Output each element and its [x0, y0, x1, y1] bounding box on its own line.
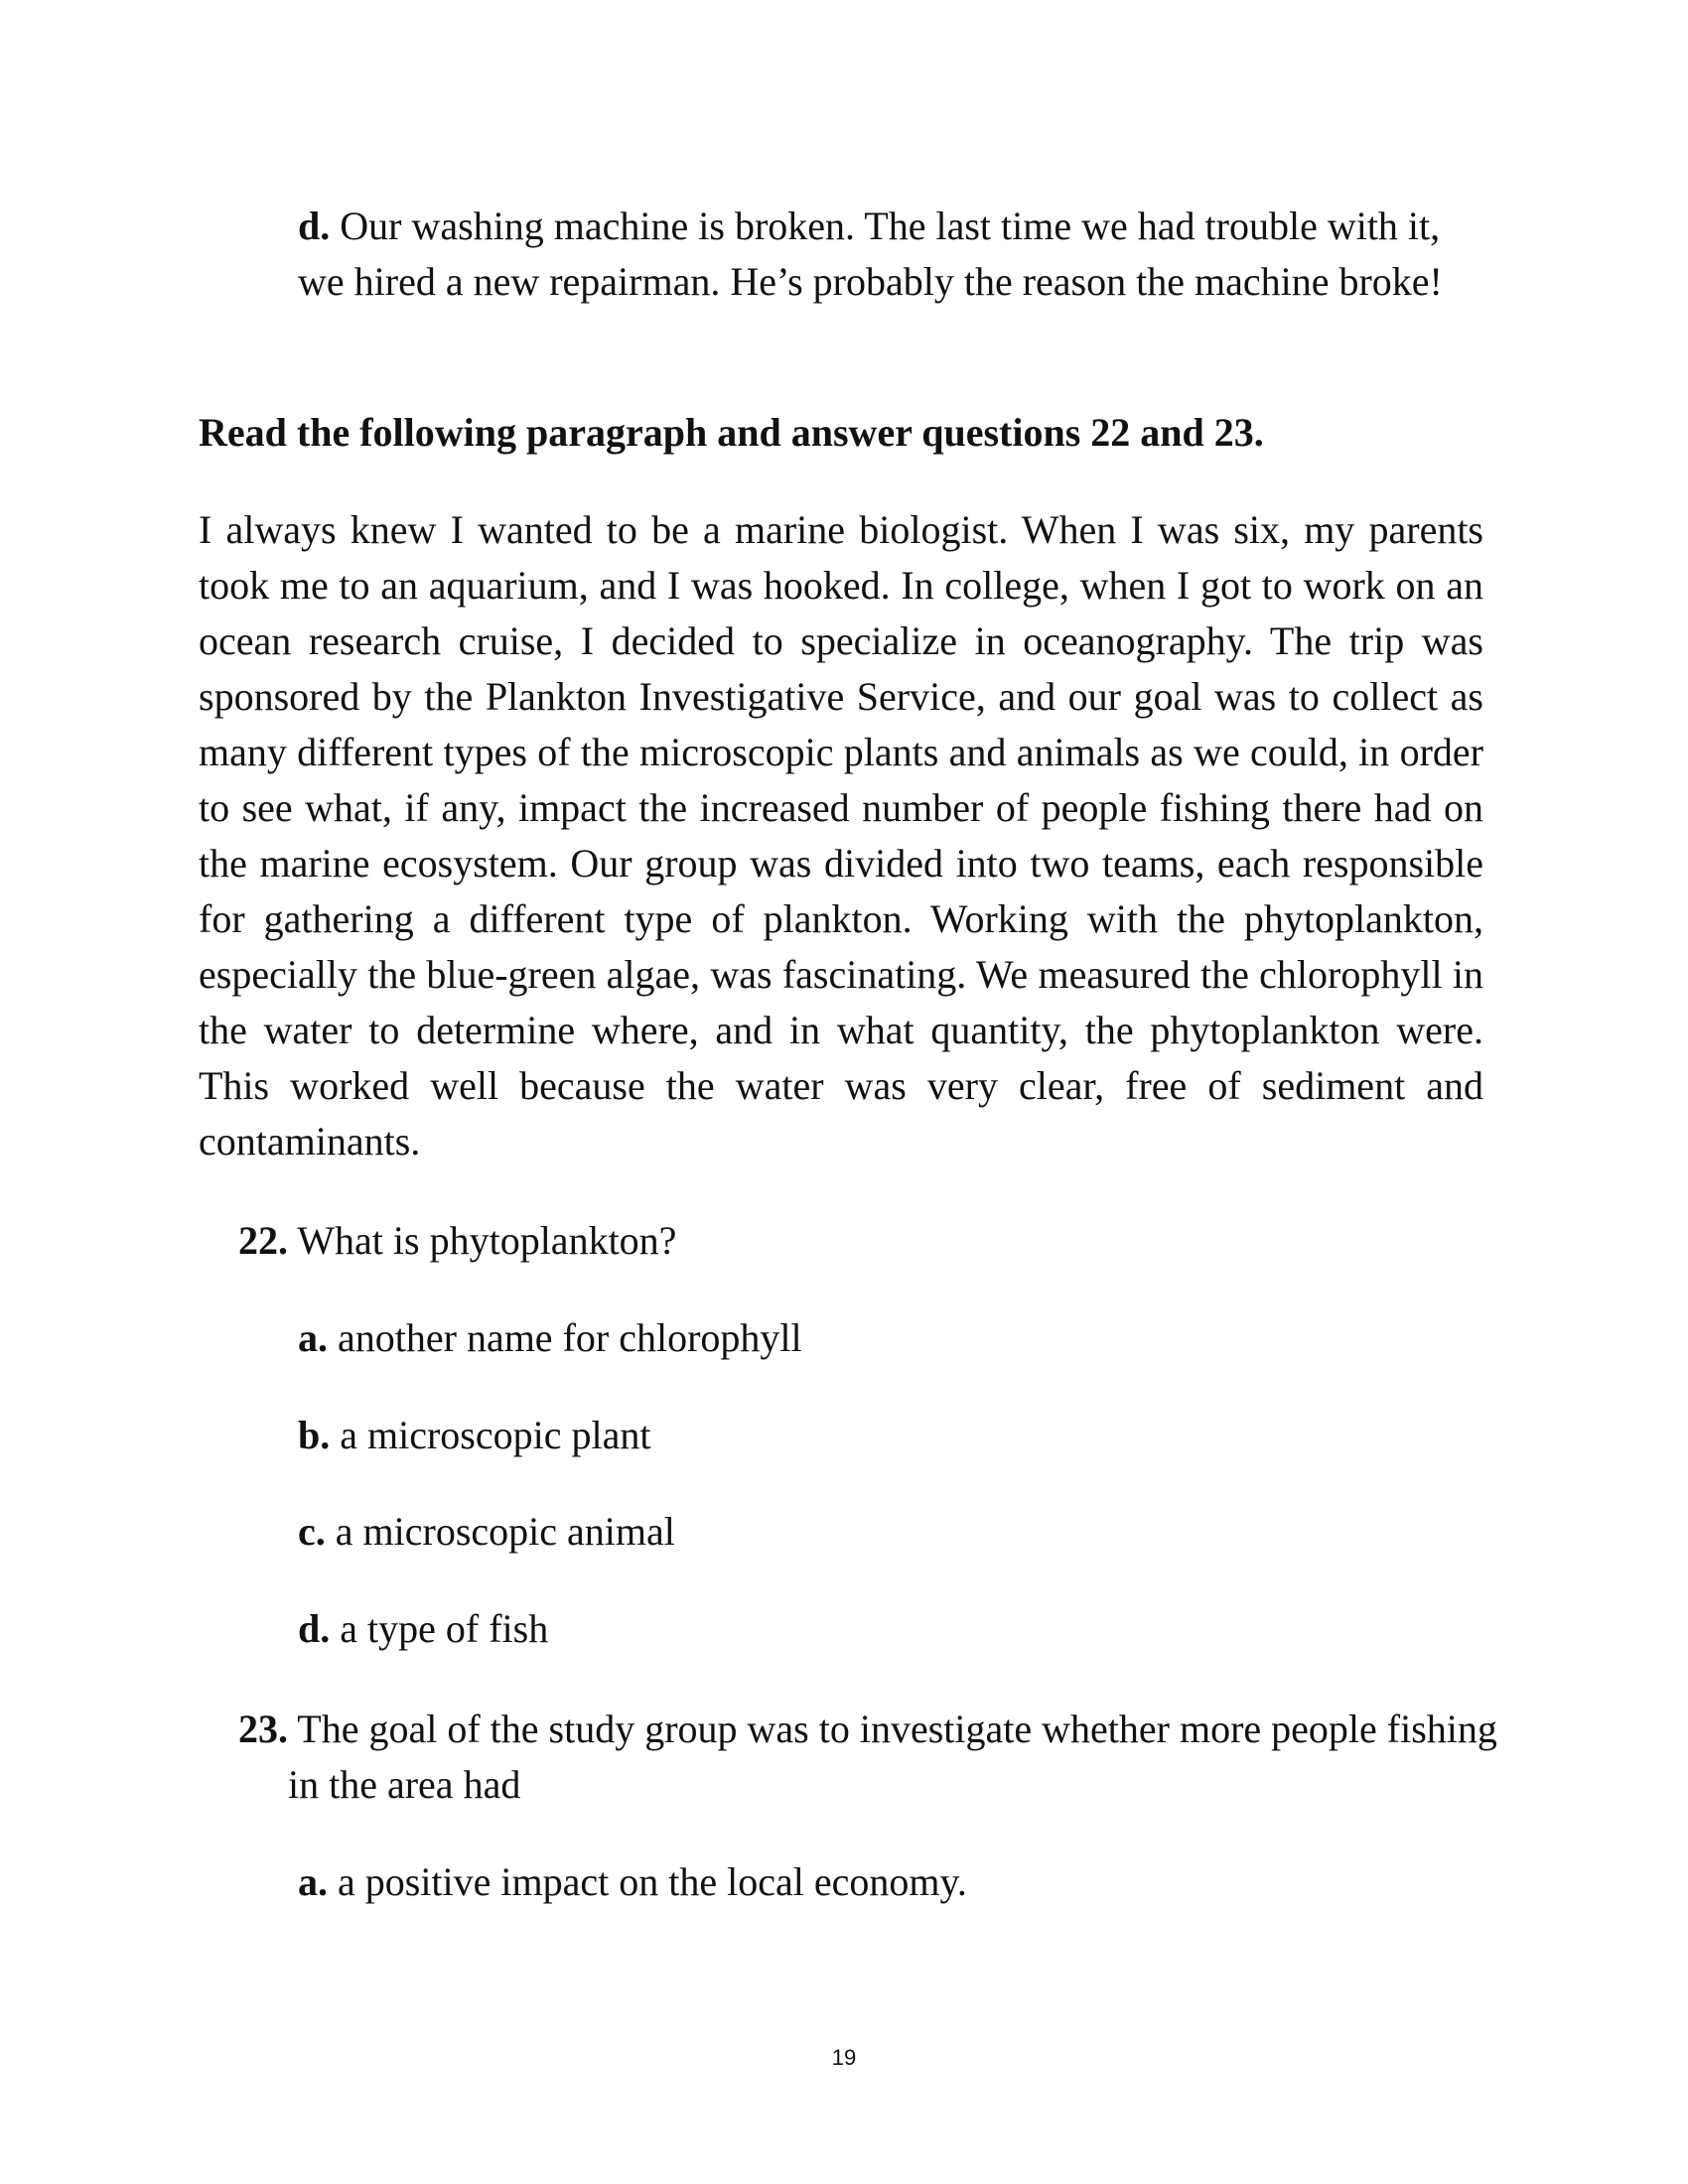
question-text: The goal of the study group was to investigate whether more people fishing in the area had [288, 1706, 1497, 1807]
option-letter: a. [298, 1315, 328, 1360]
question-22-option-c [298, 1504, 1390, 1560]
option-letter: b. [298, 1413, 331, 1457]
option-letter: d. [298, 1606, 331, 1651]
section-instruction: Read the following paragraph and answer questions 22 and 23. [199, 410, 1264, 455]
question-23-option-a [298, 1854, 1390, 1910]
question-number: 22. [238, 1218, 288, 1263]
question-23 [238, 1702, 1499, 1813]
question-22-option-b [298, 1408, 1390, 1463]
option-letter: a. [298, 1859, 328, 1904]
option-text: a microscopic animal [335, 1509, 675, 1554]
question-text: What is phytoplankton? [297, 1218, 677, 1263]
option-text: a type of fish [340, 1606, 549, 1651]
page-number: 19 [831, 2045, 857, 2070]
option-text: a microscopic plant [340, 1413, 651, 1457]
question-22-option-a [298, 1310, 1390, 1366]
option-text: another name for chlorophyll [338, 1315, 802, 1360]
previous-answer-option-d [298, 199, 1489, 310]
question-number: 23. [238, 1706, 288, 1751]
reading-passage: I always knew I wanted to be a marine biologist. When I was six, my parents took me to an aquarium, and I was hooked. In college, when I got to work on an ocean research cruise, I decided to specialize in oceanography. The trip was sponsored by the Plankton Investigative Service, and our goal was to collect as many different types of the microscopic plants and animals as we could, in order to see what, if any, impact the increased number of people fishing there had on the marine ecosystem. Our group was divided into two teams, each responsible for gathering a different type of plankton. Working with the phytoplankton, especially the blue-green algae, was fascinating. We measured the chlorophyll in the water to determine where, and in what quantity, the phytoplankton were. This worked well because the water was very clear, free of sediment and contaminants. [199, 507, 1483, 1163]
question-22 [238, 1213, 1479, 1269]
option-text: a positive impact on the local economy. [338, 1859, 967, 1904]
question-22-option-d [298, 1601, 1390, 1657]
option-text: Our washing machine is broken. The last time we had trouble with it, we hired a new repairman. He’s probably the reason the machine broke! [298, 204, 1443, 304]
option-letter: d. [298, 204, 331, 248]
option-letter: c. [298, 1509, 326, 1554]
